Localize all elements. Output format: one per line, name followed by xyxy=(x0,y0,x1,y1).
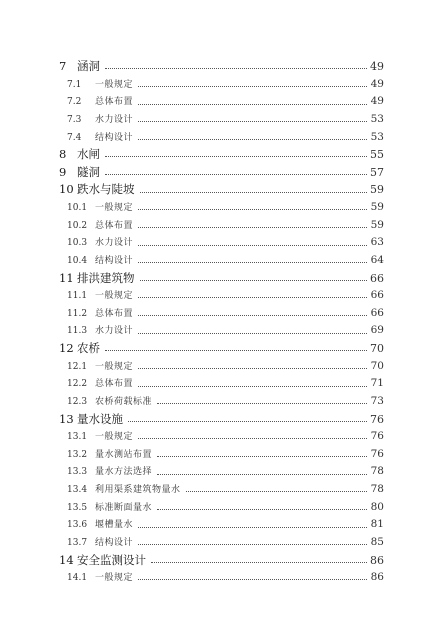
toc-chapter-entry[interactable] xyxy=(0,146,442,164)
toc-entry-page-number: 78 xyxy=(370,465,384,478)
toc-entry-page-number: 63 xyxy=(370,236,384,249)
toc-entry-number: 7 xyxy=(59,59,67,73)
dot-leader xyxy=(138,368,367,369)
toc-entry-page-number: 76 xyxy=(370,447,384,460)
toc-entry-title: 结构设计 xyxy=(95,537,134,548)
toc-chapter-entry[interactable] xyxy=(0,552,442,570)
dot-leader xyxy=(105,156,367,157)
toc-entry-number: 9 xyxy=(59,164,67,179)
toc-entry-page-number: 85 xyxy=(370,535,384,548)
dot-leader xyxy=(138,121,367,122)
toc-entry-number: 10 xyxy=(59,182,74,197)
dot-leader xyxy=(105,174,367,175)
dot-leader xyxy=(138,438,367,439)
dot-leader xyxy=(138,209,367,210)
toc-entry-page-number: 70 xyxy=(370,359,384,372)
toc-entry-page-number: 49 xyxy=(370,95,384,108)
toc-entry-page-number: 71 xyxy=(370,377,384,390)
toc-entry-page-number: 69 xyxy=(370,324,384,337)
toc-entry-page-number: 49 xyxy=(370,60,384,73)
toc-entry-title: 隧洞 xyxy=(77,164,100,179)
toc-entry-title: 总体布置 xyxy=(95,379,134,390)
dot-leader xyxy=(138,579,367,580)
dot-leader xyxy=(157,474,367,475)
toc-entry-title: 农桥荷载标准 xyxy=(95,396,153,407)
toc-entry-number: 13.4 xyxy=(67,485,88,495)
toc-entry-page-number: 53 xyxy=(370,130,384,143)
toc-entry-page-number: 64 xyxy=(370,253,384,266)
toc-section-entry[interactable] xyxy=(0,481,442,499)
toc-section-entry[interactable] xyxy=(0,463,442,481)
toc-entry-number: 10.1 xyxy=(67,203,88,213)
toc-entry-number: 7.3 xyxy=(67,114,82,125)
toc-entry-page-number: 76 xyxy=(370,412,384,426)
toc-entry-number: 11.2 xyxy=(67,308,88,319)
toc-section-entry[interactable] xyxy=(0,393,442,411)
dot-leader xyxy=(138,86,367,87)
toc-chapter-entry[interactable] xyxy=(0,181,442,199)
dot-leader xyxy=(138,262,367,263)
toc-section-entry[interactable] xyxy=(0,358,442,376)
dot-leader xyxy=(138,139,367,140)
toc-entry-page-number: 66 xyxy=(370,289,384,302)
toc-entry-number: 12 xyxy=(59,341,74,355)
dot-leader xyxy=(140,192,368,193)
toc-chapter-entry[interactable] xyxy=(0,340,442,358)
toc-entry-number: 7.4 xyxy=(67,132,82,143)
toc-entry-number: 12.3 xyxy=(67,396,88,407)
toc-entry-number: 7.1 xyxy=(67,79,82,90)
toc-entry-title: 一般规定 xyxy=(95,291,134,302)
dot-leader xyxy=(105,350,367,351)
dot-leader xyxy=(151,562,367,563)
toc-entry-page-number: 59 xyxy=(370,183,384,197)
toc-section-entry[interactable] xyxy=(0,287,442,305)
toc-section-entry[interactable] xyxy=(0,217,442,235)
toc-chapter-entry[interactable] xyxy=(0,58,442,76)
dot-leader xyxy=(138,297,367,298)
dot-leader xyxy=(186,491,367,492)
toc-entry-title: 一般规定 xyxy=(95,573,134,584)
toc-entry-page-number: 66 xyxy=(370,306,384,319)
toc-section-entry[interactable] xyxy=(0,499,442,517)
toc-chapter-entry[interactable] xyxy=(0,164,442,182)
dot-leader xyxy=(138,227,367,228)
toc-entry-title: 一般规定 xyxy=(95,203,134,213)
dot-leader xyxy=(157,456,367,457)
toc-entry-page-number: 76 xyxy=(370,430,384,443)
toc-entry-title: 安全监测设计 xyxy=(77,552,146,567)
toc-section-entry[interactable] xyxy=(0,129,442,147)
toc-section-entry[interactable] xyxy=(0,516,442,534)
dot-leader xyxy=(105,68,367,69)
toc-entry-title: 总体布置 xyxy=(95,220,134,231)
toc-entry-title: 利用渠系建筑物量水 xyxy=(95,485,181,495)
toc-entry-number: 12.2 xyxy=(67,379,88,390)
dot-leader xyxy=(138,544,367,545)
toc-entry-page-number: 78 xyxy=(370,483,384,495)
toc-entry-number: 11.1 xyxy=(67,291,88,302)
toc-entry-title: 一般规定 xyxy=(95,79,134,90)
toc-entry-title: 量水设施 xyxy=(77,411,123,426)
toc-entry-title: 水力设计 xyxy=(95,238,134,249)
toc-entry-title: 排洪建筑物 xyxy=(77,270,135,285)
table-of-contents xyxy=(0,58,442,587)
toc-entry-page-number: 59 xyxy=(370,201,384,213)
toc-chapter-entry[interactable] xyxy=(0,411,442,429)
toc-entry-title: 结构设计 xyxy=(95,255,134,266)
toc-entry-number: 14.1 xyxy=(67,573,88,584)
toc-section-entry[interactable] xyxy=(0,93,442,111)
toc-entry-page-number: 55 xyxy=(370,148,384,162)
toc-section-entry[interactable] xyxy=(0,446,442,464)
toc-entry-page-number: 59 xyxy=(370,218,384,231)
toc-entry-number: 13.1 xyxy=(67,432,88,443)
toc-section-entry[interactable] xyxy=(0,569,442,587)
toc-entry-title: 跌水与陡坡 xyxy=(77,182,135,197)
toc-entry-page-number: 80 xyxy=(370,500,384,513)
toc-entry-number: 7.2 xyxy=(67,97,82,108)
toc-entry-page-number: 81 xyxy=(370,518,384,531)
toc-entry-number: 12.1 xyxy=(67,361,88,372)
toc-entry-number: 14 xyxy=(59,552,74,567)
toc-entry-title: 量水方法选择 xyxy=(95,467,153,478)
toc-entry-number: 13.2 xyxy=(67,449,88,460)
toc-section-entry[interactable] xyxy=(0,234,442,252)
dot-leader xyxy=(138,386,367,387)
toc-section-entry[interactable] xyxy=(0,305,442,323)
toc-entry-title: 量水测站布置 xyxy=(95,449,153,460)
toc-entry-page-number: 66 xyxy=(370,271,384,285)
toc-section-entry[interactable] xyxy=(0,428,442,446)
toc-entry-page-number: 73 xyxy=(370,394,384,407)
toc-entry-title: 涵洞 xyxy=(77,59,100,73)
toc-entry-title: 一般规定 xyxy=(95,432,134,443)
toc-entry-number: 11 xyxy=(59,270,74,285)
dot-leader xyxy=(157,403,367,404)
toc-entry-page-number: 53 xyxy=(370,112,384,125)
toc-entry-number: 11.3 xyxy=(67,326,88,337)
toc-entry-number: 13.5 xyxy=(67,502,88,513)
dot-leader xyxy=(138,527,367,528)
toc-entry-number: 13.7 xyxy=(67,537,88,548)
toc-section-entry[interactable] xyxy=(0,375,442,393)
toc-entry-title: 水力设计 xyxy=(95,326,134,337)
toc-entry-title: 农桥 xyxy=(77,341,100,355)
toc-entry-number: 10.3 xyxy=(67,238,88,249)
dot-leader xyxy=(138,315,367,316)
toc-section-entry[interactable] xyxy=(0,111,442,129)
dot-leader xyxy=(140,280,368,281)
toc-entry-page-number: 86 xyxy=(370,553,384,567)
toc-entry-page-number: 57 xyxy=(370,165,384,179)
toc-entry-number: 10.4 xyxy=(67,255,88,266)
toc-entry-page-number: 86 xyxy=(370,571,384,584)
toc-entry-number: 13 xyxy=(59,411,74,426)
toc-entry-page-number: 49 xyxy=(370,77,384,90)
toc-entry-title: 堰槽量水 xyxy=(95,520,134,531)
dot-leader xyxy=(128,421,367,422)
toc-entry-title: 水闸 xyxy=(77,147,100,162)
dot-leader xyxy=(138,245,367,246)
dot-leader xyxy=(157,509,367,510)
toc-entry-page-number: 70 xyxy=(370,342,384,355)
dot-leader xyxy=(138,333,367,334)
toc-section-entry[interactable] xyxy=(0,252,442,270)
toc-entry-number: 10.2 xyxy=(67,220,88,231)
toc-entry-number: 13.6 xyxy=(67,520,88,531)
toc-section-entry[interactable] xyxy=(0,76,442,94)
toc-entry-title: 一般规定 xyxy=(95,361,134,372)
toc-section-entry[interactable] xyxy=(0,322,442,340)
toc-entry-title: 总体布置 xyxy=(95,97,134,108)
toc-section-entry[interactable] xyxy=(0,534,442,552)
toc-entry-number: 13.3 xyxy=(67,467,88,478)
toc-entry-title: 总体布置 xyxy=(95,308,134,319)
toc-entry-title: 水力设计 xyxy=(95,114,134,125)
toc-chapter-entry[interactable] xyxy=(0,270,442,288)
toc-section-entry[interactable] xyxy=(0,199,442,217)
toc-entry-title: 标准断面量水 xyxy=(95,502,153,513)
toc-entry-title: 结构设计 xyxy=(95,132,134,143)
dot-leader xyxy=(138,104,367,105)
toc-entry-number: 8 xyxy=(59,147,67,162)
